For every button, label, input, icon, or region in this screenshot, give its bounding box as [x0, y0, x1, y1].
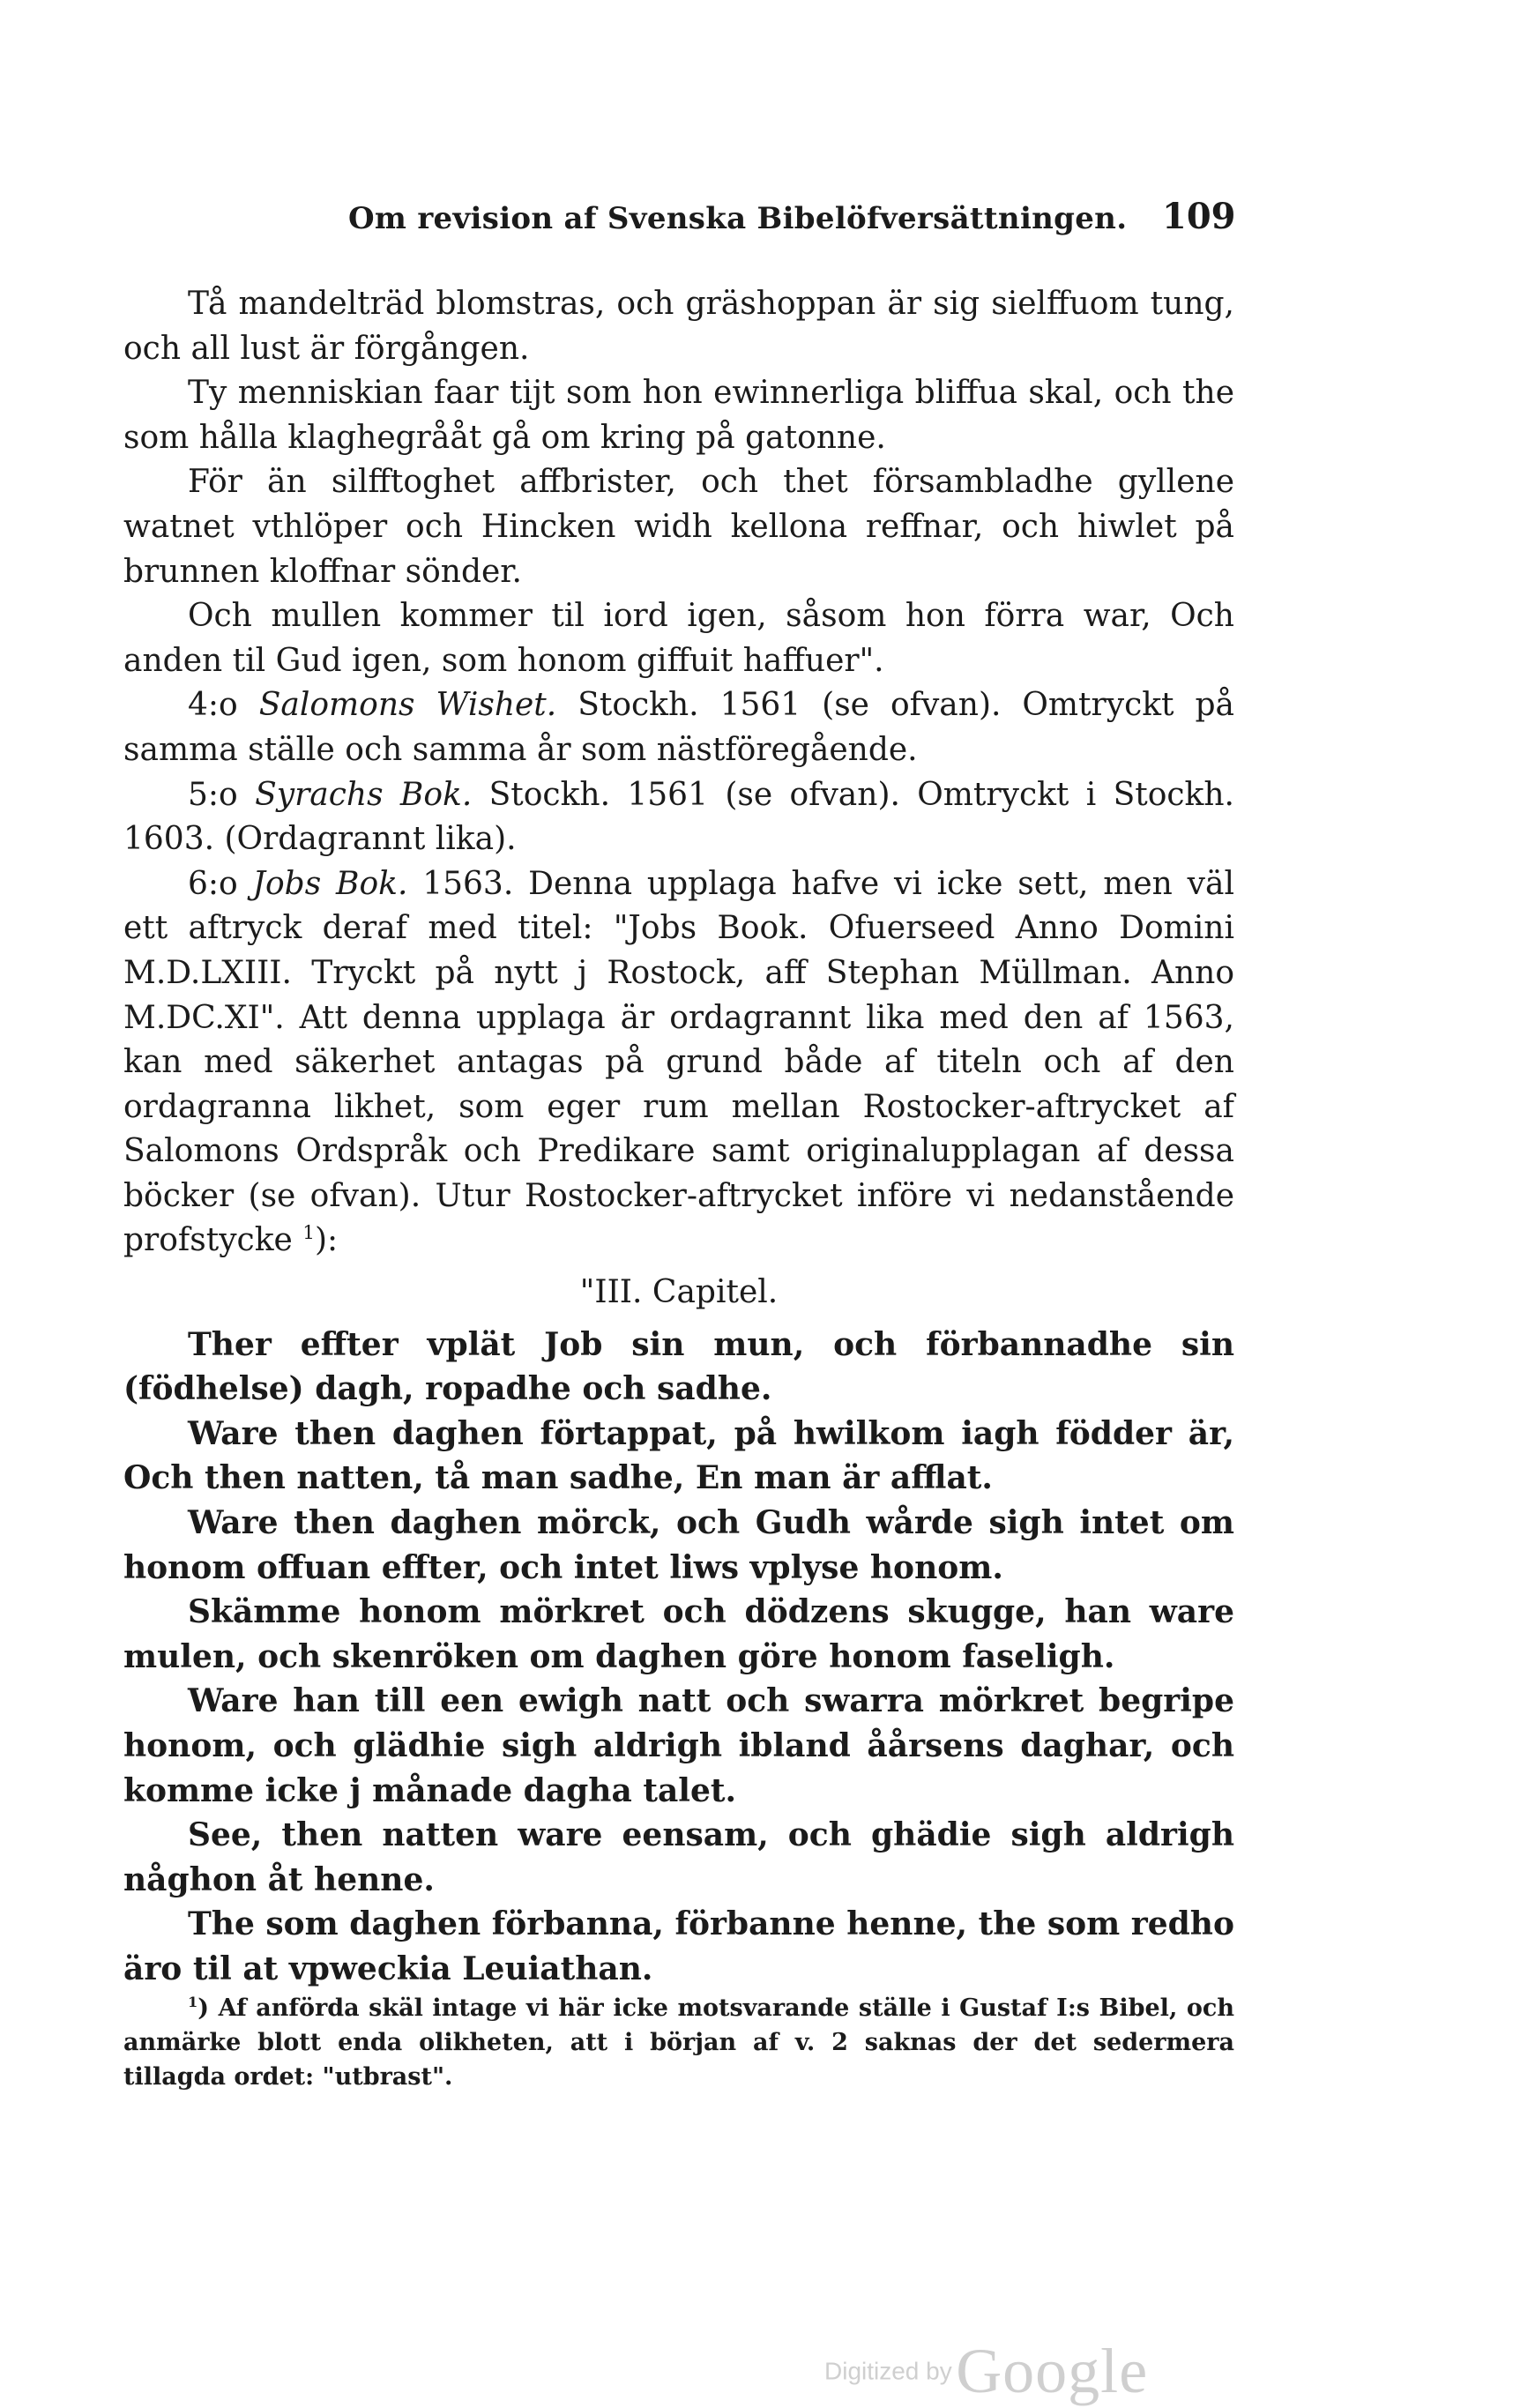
- paragraph-syrachs-bok: [123, 773, 1234, 862]
- paragraph-2: Ty menniskian faar tijt som hon ewinnerliga bliffua skal, och the som hålla klaghegrååt gå om kring på gatonne.: [123, 375, 1234, 456]
- paragraph-3: För än silfftoghet affbrister, och thet försambladhe gyllene watnet vthlöper och Hincken widh kellona reffnar, och hiwlet på brunnen kloffnar sönder.: [123, 464, 1234, 590]
- quote-verse-3: Ware then daghen mörck, och Gudh wårde sigh intet om honom offuan effter, och intet liws vplyse honom.: [123, 1504, 1234, 1586]
- item-number: 6:o: [188, 865, 238, 902]
- book-title: Salomons Wishet.: [258, 687, 557, 724]
- item-text: Stockh. 1561 (se ofvan). Omtryckt på samma ställe och samma år som nästföregående.: [123, 687, 1234, 768]
- item-number: 4:o: [188, 687, 238, 724]
- item-text: Stockh. 1561 (se ofvan). Omtryckt i Stockh. 1603. (Ordagrannt lika).: [123, 776, 1234, 858]
- paragraph-4: Och mullen kommer til iord igen, såsom hon förra war, Och anden til Gud igen, som honom giffuit haffuer".: [123, 598, 1234, 679]
- item-number: 5:o: [188, 776, 238, 813]
- chapter-heading: "III. Capitel.: [579, 1274, 779, 1311]
- quote-verse-4: Skämme honom mörkret och dödzens skugge, han ware mulen, och skenröken om daghen göre honom faseligh.: [123, 1593, 1234, 1675]
- digitized-watermark: [824, 2335, 1148, 2408]
- quote-verse-7: The som daghen förbanna, förbanne henne, the som redho äro til at vpweckia Leuiathan.: [123, 1905, 1234, 1987]
- quote-verse-1: Ther effter vplät Job sin mun, och förbannadhe sin (födhelse) dagh, ropadhe och sadhe.: [123, 1325, 1234, 1408]
- digitized-by-label: Digitized by: [824, 2357, 952, 2385]
- footnotes: [123, 1991, 1234, 2094]
- paragraph-salomons-wishet: [123, 683, 1234, 772]
- item-text-end: ):: [315, 1222, 339, 1259]
- footnote-ref: 1: [302, 1222, 316, 1245]
- paragraph-jobs-bok: [123, 862, 1234, 1264]
- quote-verse-2: Ware then daghen förtappat, på hwilkom iagh födder är, Och then natten, tå man sadhe, En man är afflat.: [123, 1414, 1234, 1497]
- footnote-text: ) Af anförda skäl intage vi här icke motsvarande ställe i Gustaf I:s Bibel, och anmärke blott enda olikheten, att i början af v. 2 saknas der det sedermera tillagda ordet: "utbrast".: [123, 1994, 1234, 2091]
- google-logo: Google: [956, 2336, 1149, 2406]
- page-number: 109: [1162, 196, 1236, 237]
- book-title: Jobs Bok.: [252, 865, 408, 902]
- running-header: Om revision af Svenska Bibelöfversättningen.: [348, 201, 1128, 236]
- page-body: [123, 282, 1234, 1992]
- item-text: 1563. Denna upplaga hafve vi icke sett, men väl ett aftryck deraf med titel: "Jobs Book. Ofuerseed Anno Domini M.D.LXIII. Tryckt på nytt j Rostock, aff Stephan Müllman. Anno M.DC.XI". Att denna upplaga är ordagrannt lika med den af 1563, kan med säkerhet antagas på grund både af titeln och af den ordagranna likhet, som eger rum mellan Rostocker-aftrycket af Salomons Ordspråk och Predikare samt originalupplagan af dessa böcker (se ofvan). Utur Rostocker-aftrycket införe vi nedanstående profstycke: [123, 865, 1234, 1259]
- paragraph-1: Tå mandelträd blomstras, och gräshoppan är sig sielffuom tung, och all lust är förgången.: [123, 286, 1234, 367]
- book-title: Syrachs Bok.: [255, 776, 473, 813]
- footnote-mark: 1: [188, 1994, 198, 2010]
- quote-verse-6: See, then natten ware eensam, och ghädie sigh aldrigh någhon åt henne.: [123, 1816, 1234, 1898]
- footnote-1: [123, 1991, 1234, 2094]
- quote-verse-5: Ware han till een ewigh natt och swarra mörkret begripe honom, och glädhie sigh aldrigh ibland åårsens daghar, och komme icke j månade dagha talet.: [123, 1682, 1234, 1809]
